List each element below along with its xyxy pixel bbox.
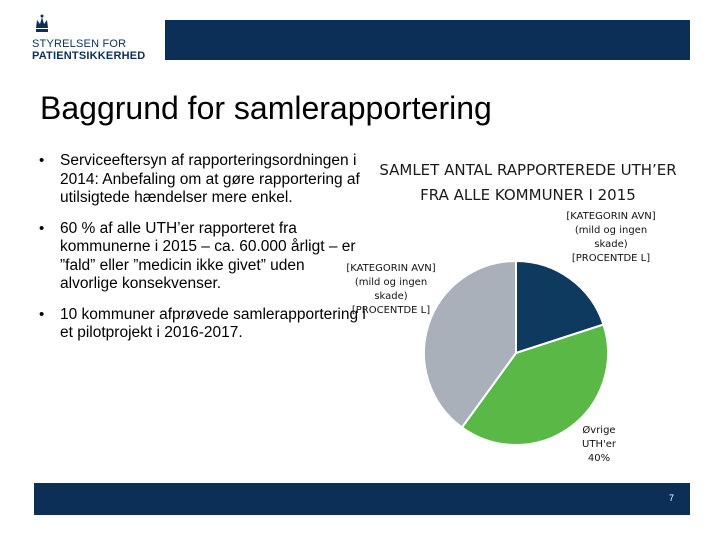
slice-label-navy: [KATEGORIN AVN] (mild og ingen skade) [PROCENTDE L]: [566, 211, 656, 264]
slice-label-green: Øvrige UTH'er 40%: [582, 425, 616, 464]
page-number: 7: [668, 493, 674, 503]
logo-text-line1: STYRELSEN FOR: [32, 38, 127, 50]
logo-text-line2: PATIENTSIKKERHED: [32, 50, 146, 62]
bullet-item: • Serviceeftersyn af rapporteringsordningen i 2014: Anbefaling om at gøre rapportering af utilsigtede hændelser mere enkel.: [36, 152, 366, 208]
bullet-item: • 10 kommuner afprøvede samlerapportering i et pilotprojekt i 2016-2017.: [36, 306, 366, 343]
bullet-item: • 60 % af alle UTH’er rapporteret fra kommunerne i 2015 – ca. 60.000 årligt – er ”fald” eller ”medicin ikke givet” uden alvorlige konsekvenser.: [36, 220, 366, 294]
footer-bar: [34, 483, 690, 515]
chart-title: SAMLET ANTAL RAPPORTEREDE UTH’ER FRA ALLE KOMMUNER I 2015: [379, 161, 677, 204]
slice-label-gray: [KATEGORIN AVN] (mild og ingen skade) [PROCENTDE L]: [346, 263, 436, 316]
slide-title: Baggrund for samlerapportering: [40, 90, 492, 126]
